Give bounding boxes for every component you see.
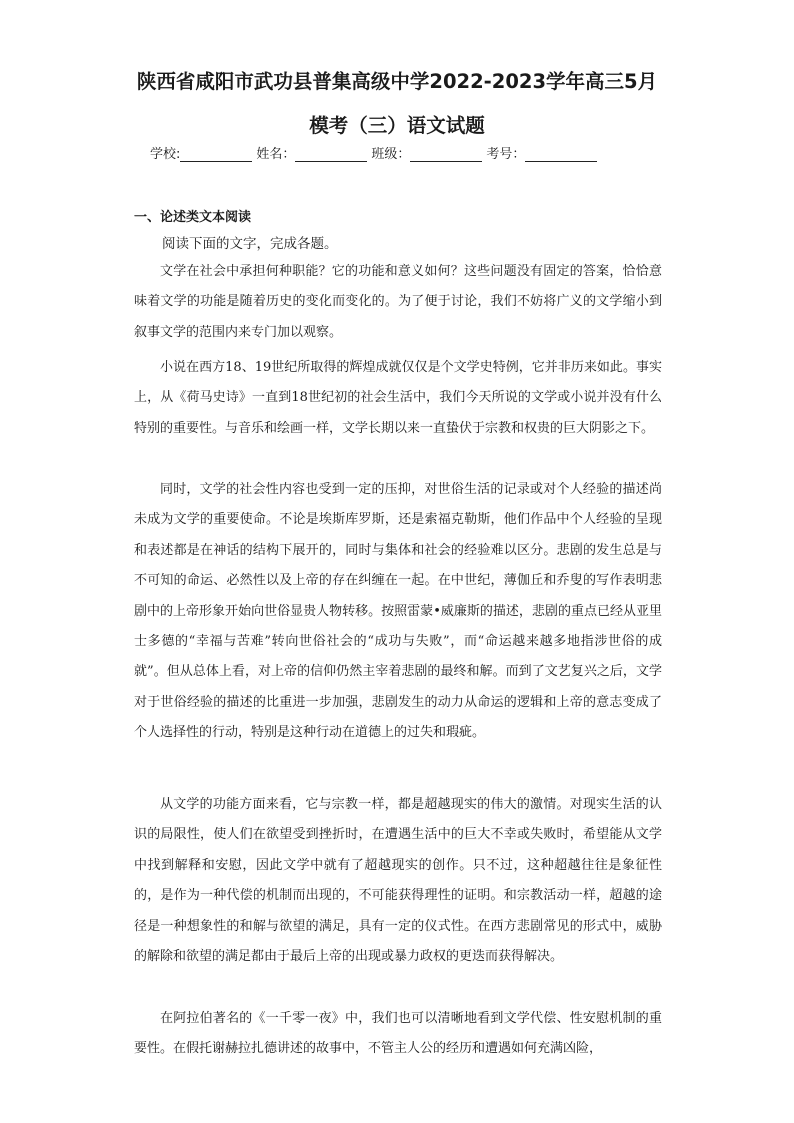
school-blank[interactable] xyxy=(180,146,252,162)
section-instruction: 阅读下面的文字，完成各题。 xyxy=(162,236,338,252)
exam-title-line2: 模考（三）语文试题 xyxy=(309,114,485,137)
passage-paragraph: 文学在社会中承担何种职能？它的功能和意义如何？这些问题没有固定的答案，恰恰意味着文学的功能是随着历史的变化而变化的。为了便于讨论，我们不妨将广义的文学缩小到叙事文学的范围内来专门加以观察。 xyxy=(134,264,662,340)
class-blank[interactable] xyxy=(410,146,482,162)
name-label: 姓名： xyxy=(256,147,296,162)
school-label: 学校: xyxy=(150,147,181,162)
number-blank[interactable] xyxy=(525,146,597,162)
class-label: 班级： xyxy=(371,147,411,162)
section-heading: 一、论述类文本阅读 xyxy=(134,210,252,225)
passage-paragraph: 在阿拉伯著名的《一千零一夜》中，我们也可以清晰地看到文学代偿、性安慰机制的重要性。在假托谢赫拉扎德讲述的故事中，不管主人公的经历和遭遇如何充满凶险， xyxy=(134,1011,662,1057)
name-blank[interactable] xyxy=(295,146,367,162)
number-label: 考号： xyxy=(486,147,526,162)
passage-paragraph: 从文学的功能方面来看，它与宗教一样，都是超越现实的伟大的激情。对现实生活的认识的局限性，使人们在欲望受到挫折时，在遭遇生活中的巨大不幸或失败时，希望能从文学中找到解释和安慰，因此文学中就有了超越现实的创作。只不过，这种超越往往是象征性的，是作为一种代偿的机制而出现的，不可能获得理性的证明。和宗教活动一样，超越的途径是一种想象性的和解与欲望的满足，具有一定的仪式性。在西方悲剧常见的形式中，威胁的解除和欲望的满足都由于最后上帝的出现或暴力政权的更迭而获得解决。 xyxy=(134,797,662,965)
exam-title-line1: 陕西省咸阳市武功县普集高级中学2022-2023学年高三5月 xyxy=(136,70,658,93)
student-info-row xyxy=(150,143,650,162)
passage-paragraph: 小说在西方18、19世纪所取得的辉煌成就仅仅是个文学史特例，它并非历来如此。事实上，从《荷马史诗》一直到18世纪初的社会生活中，我们今天所说的文学或小说并没有什么特别的重要性。与音乐和绘画一样，文学长期以来一直蛰伏于宗教和权贵的巨大阴影之下。 xyxy=(134,360,662,436)
passage-paragraph: 同时，文学的社会性内容也受到一定的压抑，对世俗生活的记录或对个人经验的描述尚未成为文学的重要使命。不论是埃斯库罗斯，还是索福克勒斯，他们作品中个人经验的呈现和表述都是在神话的结构下展开的，同时与集体和社会的经验难以区分。悲剧的发生总是与不可知的命运、必然性以及上帝的存在纠缠在一起。在中世纪，薄伽丘和乔叟的写作表明悲剧中的上帝形象开始向世俗显贵人物转移。按照雷蒙•威廉斯的描述，悲剧的重点已经从亚里士多德的“幸福与苦难”转向世俗社会的“成功与失败”，而“命运越来越多地指涉世俗的成就”。但从总体上看，对上帝的信仰仍然主宰着悲剧的最终和解。而到了文艺复兴之后，文学对于世俗经验的描述的比重进一步加强，悲剧发生的动力从命运的逻辑和上帝的意志变成了个人选择性的行动，特别是这种行动在道德上的过失和瑕疵。 xyxy=(134,482,662,741)
